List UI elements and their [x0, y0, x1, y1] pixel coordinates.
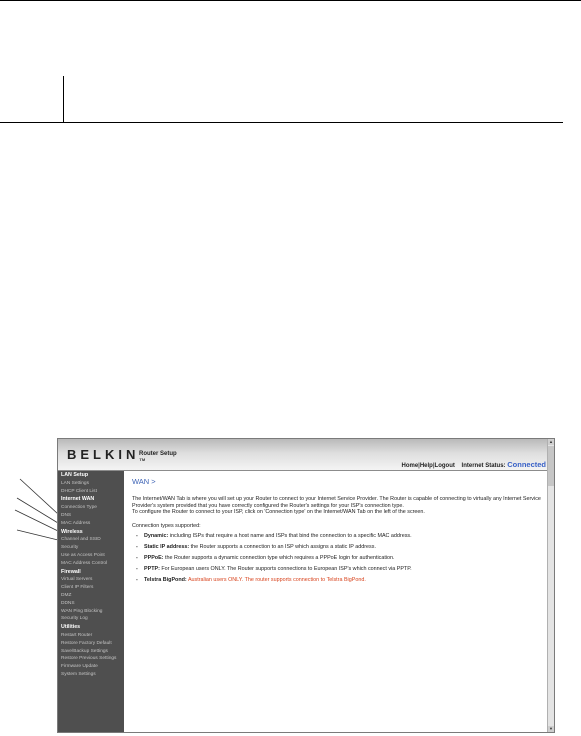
sidebar-section-wireless: Wireless	[61, 528, 83, 535]
list-item	[136, 533, 544, 540]
list-item	[136, 566, 544, 573]
type-desc: the Router supports a dynamic connection type which requires a PPPoE login for authentication.	[164, 554, 395, 561]
logo-text: BELKIN	[67, 447, 140, 462]
list-dash: -	[136, 576, 138, 583]
link-separator: |	[432, 463, 435, 469]
type-desc: For European users ONLY. The Router supports connections to European ISP's which connect via PPTP.	[161, 565, 412, 572]
router-screenshot	[57, 438, 555, 733]
home-link[interactable]: Home	[401, 463, 419, 469]
header-links	[401, 460, 546, 469]
list-dash: -	[136, 565, 138, 572]
sidebar-item-dhcp-client-list[interactable]: DHCP Client List	[61, 488, 97, 494]
belkin-logo	[67, 447, 145, 462]
help-link[interactable]: Help	[419, 463, 433, 469]
sidebar-item-restart-router[interactable]: Restart Router	[61, 632, 93, 638]
sidebar-item-lan-settings[interactable]: LAN Settings	[61, 480, 89, 486]
connection-types-heading: Connection types supported:	[132, 522, 201, 529]
connection-types-list	[132, 533, 544, 583]
sidebar-item-access-point[interactable]: Use as Access Point	[61, 552, 105, 558]
intro-text: The Internet/WAN Tab is where you will set up your Router to connect to your Internet Service Provider. The Router is capable of connecting to virtually any Internet Service Provider's system provided that you have correctly configured the Router's settings for your ISP's connection type.	[132, 496, 541, 509]
breadcrumb: WAN >	[132, 477, 156, 486]
type-name: PPTP:	[144, 565, 160, 572]
list-dash: -	[136, 554, 138, 561]
sidebar-item-channel-ssid[interactable]: Channel and SSID	[61, 537, 101, 543]
sidebar-item-security[interactable]: Security	[61, 545, 79, 551]
list-item	[136, 555, 544, 562]
type-desc: the Router supports a connection to an ISP which assigns a static IP address.	[190, 544, 376, 551]
callout-line-4	[17, 530, 58, 540]
sidebar-nav	[58, 471, 124, 732]
callout-line-1	[20, 479, 58, 514]
sidebar-section-firewall: Firewall	[61, 568, 81, 575]
scroll-up-arrow-icon[interactable]: ▲	[549, 439, 553, 444]
type-name: PPPoE:	[144, 554, 164, 561]
internet-status-value: Connected	[507, 460, 546, 469]
sidebar-section-utilities: Utilities	[61, 624, 81, 631]
logout-link[interactable]: Logout	[434, 463, 455, 469]
link-separator: |	[418, 463, 420, 469]
sidebar-section-lan-setup: LAN Setup	[61, 472, 89, 478]
list-item	[136, 577, 544, 584]
sidebar-item-firmware-update[interactable]: Firmware Update	[61, 664, 98, 670]
scroll-down-arrow-icon[interactable]: ▼	[549, 726, 553, 731]
sidebar-item-wan-ping-blocking[interactable]: WAN Ping Blocking	[61, 608, 103, 614]
sidebar-item-restore-previous-settings[interactable]: Restore Previous Settings	[61, 656, 117, 662]
sidebar-item-dns[interactable]: DNS	[61, 512, 72, 518]
vertical-scrollbar[interactable]	[547, 439, 554, 732]
sidebar-item-ddns[interactable]: DDNS	[61, 600, 75, 606]
scroll-thumb[interactable]	[548, 446, 554, 486]
sidebar-item-mac-address[interactable]: MAC Address	[61, 520, 91, 526]
logo-tm: TM	[139, 457, 146, 462]
type-name: Telstra BigPond:	[144, 576, 187, 583]
callout-lines	[0, 470, 60, 550]
sidebar-item-client-ip-filters[interactable]: Client IP Filters	[61, 585, 94, 591]
instruction-text: To configure the Router to connect to your ISP, click on 'Connection type' on the Internet/WAN Tab on the left of the screen.	[132, 509, 425, 516]
sidebar-item-restore-factory-default[interactable]: Restore Factory Default	[61, 640, 112, 646]
sidebar-item-save-backup-settings[interactable]: Save/Backup Settings	[61, 648, 108, 654]
list-dash: -	[136, 533, 138, 540]
list-item	[136, 544, 544, 551]
callout-line-2	[17, 498, 58, 523]
type-name: Dynamic:	[144, 533, 169, 540]
sidebar-item-virtual-servers[interactable]: Virtual Servers	[61, 577, 93, 583]
header-rule	[0, 122, 563, 123]
list-dash: -	[136, 544, 138, 551]
header-divider-vertical	[63, 76, 64, 123]
top-rule	[0, 0, 581, 1]
main-content	[132, 477, 544, 727]
sidebar-item-system-settings[interactable]: System Settings	[61, 671, 96, 677]
internet-status-label: Internet Status:	[461, 463, 506, 469]
sidebar-item-connection-type[interactable]: Connection Type	[61, 505, 97, 511]
type-desc: including ISPs that require a host name and ISPs that bind the connection to a specific MAC address.	[169, 533, 412, 540]
page-title: Router Setup	[139, 451, 177, 457]
callout-line-3	[15, 510, 58, 531]
type-desc: Australian users ONLY. The router supports connection to Telstra BigPond.	[187, 576, 366, 583]
sidebar-item-mac-address-control[interactable]: MAC Address Control	[61, 560, 108, 566]
type-name: Static IP address:	[144, 544, 190, 551]
sidebar-item-dmz[interactable]: DMZ	[61, 592, 72, 598]
sidebar-item-security-log[interactable]: Security Log	[61, 616, 88, 622]
router-header	[58, 439, 548, 471]
sidebar-section-internet-wan: Internet WAN	[61, 496, 95, 503]
